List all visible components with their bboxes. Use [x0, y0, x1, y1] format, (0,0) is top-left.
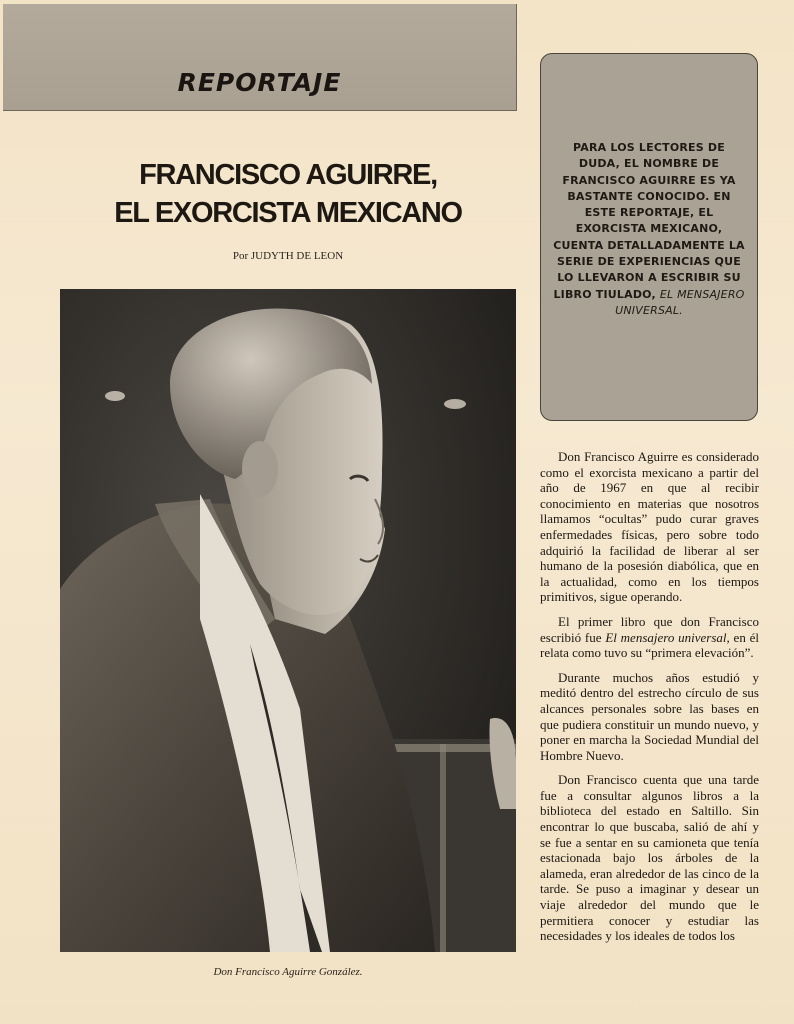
portrait-photo: [60, 289, 516, 952]
title-line-2: EL EXORCISTA MEXICANO: [114, 197, 462, 229]
intro-text: [551, 140, 747, 319]
photo-caption: Don Francisco Aguirre González.: [213, 966, 363, 978]
intro-body: PARA LOS LECTORES DE DUDA, EL NOMBRE DE FRANCISCO AGUIRRE ES YA BASTANTE CONOCIDO. EN ESTE REPORTAJE, EL EXORCISTA MEXICANO, CUENTA DETALLADAMENTE LA SERIE DE EXPERIENCIAS QUE LO LLEVARON A ESCRIBIR SU LIBRO TIULADO,: [553, 141, 745, 301]
byline: Por JUDYTH DE LEON: [232, 250, 344, 262]
paragraph-2-end: en él relata como tuvo su “primera elevación”.: [540, 629, 759, 661]
intro-sidebar: [540, 53, 758, 421]
section-label: REPORTAJE: [177, 68, 342, 97]
section-banner: [3, 4, 517, 111]
article-title: [60, 156, 516, 232]
portrait-image: [60, 289, 516, 952]
article-paragraph-2: [540, 614, 759, 661]
intro-book-title: EL MENSAJERO UNIVERSAL.: [615, 287, 745, 317]
paragraph-2-start: El primer libro que don Francisco escribió fue: [540, 613, 759, 645]
article-paragraph-4: Don Francisco cuenta que una tarde fue a consultar algunos libros a la biblioteca del estado en Saltillo. Sin encontrar lo que buscaba, salió de ahí y se fue a sentar en su camioneta que tenía estacionada bajo los árboles de la alameda, eran alrededor de las cinco de la tarde. Se puso a imaginar y desear un viaje alrededor del mundo que le permitiera conocer y estudiar las necesidades y los ideales de todos los: [540, 772, 759, 944]
title-line-1: FRANCISCO AGUIRRE,: [139, 159, 437, 191]
article-body: [540, 449, 759, 953]
book-title: El mensajero universal,: [605, 629, 730, 645]
article-paragraph-1: Don Francisco Aguirre es considerado como el exorcista mexicano a partir del año de 1967 en que al recibir conocimiento en materias que nosotros llamamos “ocultas” pudo curar graves enfermedades físicas, pero sobre todo adquirió la facilidad de liberar al ser humano de la posesión diabólica, que en la actualidad, como en los tiempos primitivos, sigue operando.: [540, 449, 759, 605]
article-paragraph-3: Durante muchos años estudió y meditó dentro del estrecho círculo de sus alcances personales sobre las bases en que pudiera constituir un mundo nuevo, y poner en marcha la Sociedad Mundial del Hombre Nuevo.: [540, 669, 759, 763]
